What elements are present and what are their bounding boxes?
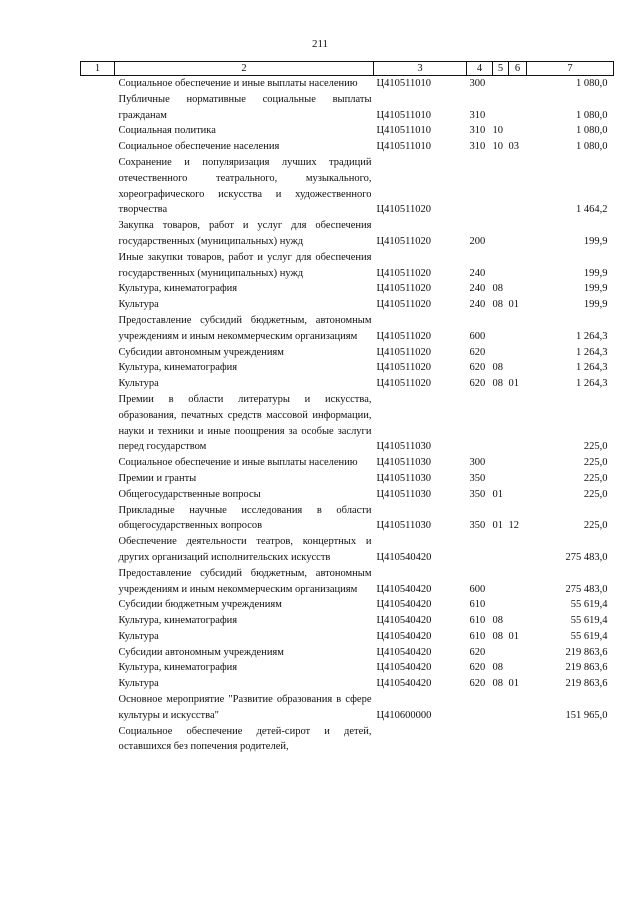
column-header: 1	[81, 62, 115, 76]
column-header: 6	[509, 62, 527, 76]
row-subsection: 01	[508, 630, 519, 642]
row-section	[493, 218, 509, 250]
row-code: Ц410540420	[376, 615, 432, 627]
row-number-cell	[81, 487, 115, 503]
table-row	[81, 123, 614, 139]
row-number-cell	[81, 218, 115, 250]
row-number-cell	[81, 250, 115, 282]
row-number-cell	[81, 503, 115, 535]
row-code: Ц410511020	[376, 267, 431, 279]
row-expense-type: 300	[469, 457, 486, 469]
table-row	[81, 487, 614, 503]
row-amount: 1 080,0	[576, 141, 608, 153]
row-subsection	[509, 613, 527, 629]
row-number-cell	[81, 139, 115, 155]
table-header-row	[81, 62, 614, 76]
row-code: Ц410511020	[376, 362, 431, 374]
row-section	[493, 250, 509, 282]
row-name: Социальное обеспечение населения	[118, 141, 280, 153]
row-code: Ц410511030	[376, 472, 431, 484]
row-section: 08	[492, 678, 503, 690]
row-section	[493, 345, 509, 361]
row-name: Социальное обеспечение и иные выплаты населению	[118, 78, 358, 89]
row-subsection	[509, 345, 527, 361]
row-expense-type: 310	[469, 125, 486, 137]
row-number-cell	[81, 629, 115, 645]
row-subsection	[509, 471, 527, 487]
row-code: Ц410511020	[376, 330, 431, 342]
row-name: Культура	[118, 630, 159, 642]
row-name: Субсидии бюджетным учреждениям	[118, 599, 282, 611]
row-name: Субсидии автономным учреждениям	[118, 346, 284, 358]
row-section	[493, 76, 509, 92]
table-row	[81, 376, 614, 392]
row-number-cell	[81, 392, 115, 455]
row-code: Ц410511020	[376, 346, 431, 358]
row-expense-type: 300	[469, 78, 486, 89]
row-subsection	[509, 392, 527, 455]
row-name: Публичные нормативные социальные выплаты гражданам	[118, 93, 372, 121]
row-expense-type	[467, 724, 493, 756]
row-number-cell	[81, 692, 115, 724]
row-name: Прикладные научные исследования в области общегосударственных вопросов	[118, 504, 372, 532]
row-amount: 225,0	[583, 441, 608, 453]
row-subsection	[509, 597, 527, 613]
row-section	[493, 692, 509, 724]
row-section	[493, 313, 509, 345]
row-section	[493, 534, 509, 566]
row-number-cell	[81, 76, 115, 92]
row-amount: 1 264,3	[576, 330, 608, 342]
row-subsection	[509, 92, 527, 124]
row-name: Социальное обеспечение и иные выплаты населению	[118, 457, 358, 469]
row-code: Ц410540420	[376, 551, 432, 563]
row-code: Ц410511020	[376, 204, 431, 216]
row-expense-type: 350	[469, 488, 486, 500]
row-expense-type: 620	[469, 378, 486, 390]
row-subsection	[509, 123, 527, 139]
row-number-cell	[81, 660, 115, 676]
row-section	[493, 645, 509, 661]
row-section	[493, 455, 509, 471]
row-code: Ц410600000	[376, 709, 432, 721]
row-amount: 1 264,3	[576, 346, 608, 358]
budget-table	[80, 61, 614, 755]
row-section	[493, 724, 509, 756]
row-name: Культура, кинематография	[118, 615, 238, 627]
row-amount: 275 483,0	[565, 551, 608, 563]
row-number-cell	[81, 360, 115, 376]
row-name: Закупка товаров, работ и услуг для обеспечения государственных (муниципальных) нужд	[118, 220, 372, 247]
row-code: Ц410540420	[376, 662, 432, 674]
row-number-cell	[81, 313, 115, 345]
row-name: Культура, кинематография	[118, 283, 238, 295]
row-expense-type	[467, 392, 493, 455]
row-subsection: 12	[508, 520, 519, 532]
row-name: Культура	[118, 378, 159, 390]
row-number-cell	[81, 724, 115, 756]
row-subsection	[509, 281, 527, 297]
row-name: Предоставление субсидий бюджетным, автономным учреждениям и иным некоммерческим организациям	[118, 314, 372, 342]
row-subsection	[509, 660, 527, 676]
row-subsection: 01	[508, 378, 519, 390]
row-expense-type: 200	[469, 235, 486, 247]
row-expense-type: 610	[469, 630, 486, 642]
row-number-cell	[81, 155, 115, 218]
row-expense-type: 620	[469, 362, 486, 374]
row-subsection	[509, 645, 527, 661]
table-row	[81, 692, 614, 724]
table-row	[81, 534, 614, 566]
row-section	[493, 566, 509, 598]
row-section: 08	[492, 299, 503, 311]
row-amount: 1 464,2	[576, 204, 608, 216]
row-section	[493, 597, 509, 613]
table-row	[81, 297, 614, 313]
row-subsection	[509, 455, 527, 471]
row-subsection	[509, 566, 527, 598]
row-number-cell	[81, 297, 115, 313]
row-section: 01	[492, 520, 503, 532]
row-section	[493, 392, 509, 455]
column-header: 2	[115, 62, 374, 76]
row-name: Премии в области литературы и искусства, образования, печатных средств массовой информации, науки и техники и иные поощрения за особые заслуги перед государством	[118, 393, 372, 453]
row-name: Обеспечение деятельности театров, концертных и других организаций исполнительских искусств	[118, 536, 372, 563]
row-name: Иные закупки товаров, работ и услуг для обеспечения государственных (муниципальных) нужд	[118, 251, 372, 279]
row-expense-type	[467, 155, 493, 218]
row-expense-type: 620	[469, 662, 486, 674]
row-amount: 225,0	[583, 520, 608, 532]
row-number-cell	[81, 376, 115, 392]
row-name: Культура, кинематография	[118, 662, 238, 674]
row-subsection	[509, 360, 527, 376]
row-number-cell	[81, 613, 115, 629]
row-subsection: 01	[508, 299, 519, 311]
row-amount: 199,9	[583, 267, 608, 279]
row-amount	[527, 724, 614, 756]
row-section: 08	[492, 378, 503, 390]
row-amount: 275 483,0	[565, 583, 608, 595]
row-section: 08	[492, 362, 503, 374]
row-section: 10	[492, 125, 503, 137]
row-section: 08	[492, 630, 503, 642]
row-number-cell	[81, 471, 115, 487]
row-code: Ц410540420	[376, 630, 432, 642]
row-code: Ц410511010	[376, 125, 431, 137]
table-row	[81, 645, 614, 661]
column-header: 7	[527, 62, 614, 76]
row-code: Ц410511020	[376, 283, 431, 295]
row-code: Ц410511020	[376, 235, 431, 247]
table-row	[81, 471, 614, 487]
row-subsection	[509, 218, 527, 250]
row-code: Ц410540420	[376, 678, 432, 690]
row-section: 08	[492, 283, 503, 295]
row-name: Премии и гранты	[118, 472, 197, 484]
row-section	[493, 92, 509, 124]
row-amount: 225,0	[583, 457, 608, 469]
row-code: Ц410511020	[376, 299, 431, 311]
column-header: 4	[467, 62, 493, 76]
row-expense-type: 310	[469, 141, 486, 153]
row-name: Основное мероприятие "Развитие образования в сфере культуры и искусства"	[118, 694, 372, 721]
row-code: Ц410540420	[376, 646, 432, 658]
row-number-cell	[81, 281, 115, 297]
row-amount: 219 863,6	[565, 662, 608, 674]
row-expense-type: 310	[469, 109, 486, 121]
row-expense-type: 240	[469, 283, 486, 295]
row-section	[493, 471, 509, 487]
page-number: 211	[311, 38, 329, 50]
column-header: 3	[374, 62, 467, 76]
table-row	[81, 660, 614, 676]
row-subsection	[509, 155, 527, 218]
row-amount: 151 965,0	[565, 709, 608, 721]
row-expense-type: 610	[469, 615, 486, 627]
row-subsection	[509, 534, 527, 566]
row-amount: 199,9	[583, 299, 608, 311]
row-number-cell	[81, 534, 115, 566]
table-row	[81, 455, 614, 471]
row-expense-type: 240	[469, 299, 486, 311]
table-row	[81, 724, 614, 756]
table-row	[81, 92, 614, 124]
row-section: 08	[492, 615, 503, 627]
table-row	[81, 613, 614, 629]
row-code: Ц410511020	[376, 378, 431, 390]
table-row	[81, 313, 614, 345]
row-expense-type: 240	[469, 267, 486, 279]
row-code: Ц410540420	[376, 583, 432, 595]
table-row	[81, 566, 614, 598]
row-section: 08	[492, 662, 503, 674]
row-amount: 1 264,3	[576, 362, 608, 374]
row-section	[493, 155, 509, 218]
row-amount: 55 619,4	[570, 599, 608, 611]
row-subsection: 01	[508, 678, 519, 690]
row-section: 10	[492, 141, 503, 153]
table-row	[81, 360, 614, 376]
row-amount: 55 619,4	[570, 615, 608, 627]
row-code: Ц410511010	[376, 141, 431, 153]
row-amount: 1 080,0	[576, 125, 608, 137]
row-number-cell	[81, 676, 115, 692]
table-row	[81, 281, 614, 297]
row-amount: 55 619,4	[570, 630, 608, 642]
row-number-cell	[81, 455, 115, 471]
row-name: Культура, кинематография	[118, 362, 238, 374]
row-number-cell	[81, 345, 115, 361]
row-code: Ц410511010	[376, 109, 431, 121]
column-header: 5	[493, 62, 509, 76]
row-number-cell	[81, 566, 115, 598]
row-amount: 1 264,3	[576, 378, 608, 390]
row-code: Ц410511030	[376, 441, 431, 453]
row-name: Субсидии автономным учреждениям	[118, 646, 284, 658]
table-row	[81, 345, 614, 361]
row-code: Ц410511030	[376, 457, 431, 469]
row-name: Предоставление субсидий бюджетным, автономным учреждениям и иным некоммерческим организациям	[118, 567, 372, 595]
row-subsection	[509, 313, 527, 345]
row-name: Социальное обеспечение детей-сирот и детей, оставшихся без попечения родителей,	[118, 725, 372, 753]
table-row	[81, 76, 614, 92]
row-name: Культура	[118, 678, 159, 690]
row-number-cell	[81, 645, 115, 661]
row-subsection: 03	[508, 141, 519, 153]
row-amount: 225,0	[583, 472, 608, 484]
row-amount: 219 863,6	[565, 646, 608, 658]
row-code: Ц410540420	[376, 599, 432, 611]
row-expense-type: 620	[469, 678, 486, 690]
table-row	[81, 503, 614, 535]
table-row	[81, 597, 614, 613]
row-code	[374, 724, 467, 756]
row-number-cell	[81, 597, 115, 613]
row-name: Общегосударственные вопросы	[118, 488, 261, 500]
row-expense-type: 350	[469, 520, 486, 532]
row-name: Культура	[118, 299, 159, 311]
table-row	[81, 392, 614, 455]
row-expense-type	[467, 692, 493, 724]
row-subsection	[509, 487, 527, 503]
row-code: Ц410511030	[376, 520, 431, 532]
row-expense-type	[467, 534, 493, 566]
table-row	[81, 155, 614, 218]
row-amount: 199,9	[583, 235, 608, 247]
table-row	[81, 629, 614, 645]
table-row	[81, 676, 614, 692]
row-number-cell	[81, 92, 115, 124]
row-amount: 1 080,0	[576, 109, 608, 121]
row-subsection	[509, 692, 527, 724]
table-row	[81, 218, 614, 250]
row-code: Ц410511010	[376, 78, 431, 89]
row-name: Сохранение и популяризация лучших традиций отечественного театрального, музыкального, хореографического искусства и художественного творчества	[118, 156, 372, 216]
row-number-cell	[81, 123, 115, 139]
row-amount: 225,0	[583, 488, 608, 500]
row-code: Ц410511030	[376, 488, 431, 500]
row-subsection	[509, 724, 527, 756]
row-expense-type: 620	[469, 646, 486, 658]
row-name: Социальная политика	[118, 125, 216, 137]
row-amount: 199,9	[583, 283, 608, 295]
row-subsection	[509, 250, 527, 282]
row-expense-type: 610	[469, 599, 486, 611]
row-expense-type: 600	[469, 583, 486, 595]
row-expense-type: 600	[469, 330, 486, 342]
row-amount: 1 080,0	[576, 78, 608, 89]
row-expense-type: 350	[469, 472, 486, 484]
row-subsection	[509, 76, 527, 92]
row-section: 01	[492, 488, 503, 500]
row-amount: 219 863,6	[565, 678, 608, 690]
table-row	[81, 250, 614, 282]
row-expense-type: 620	[469, 346, 486, 358]
table-row	[81, 139, 614, 155]
